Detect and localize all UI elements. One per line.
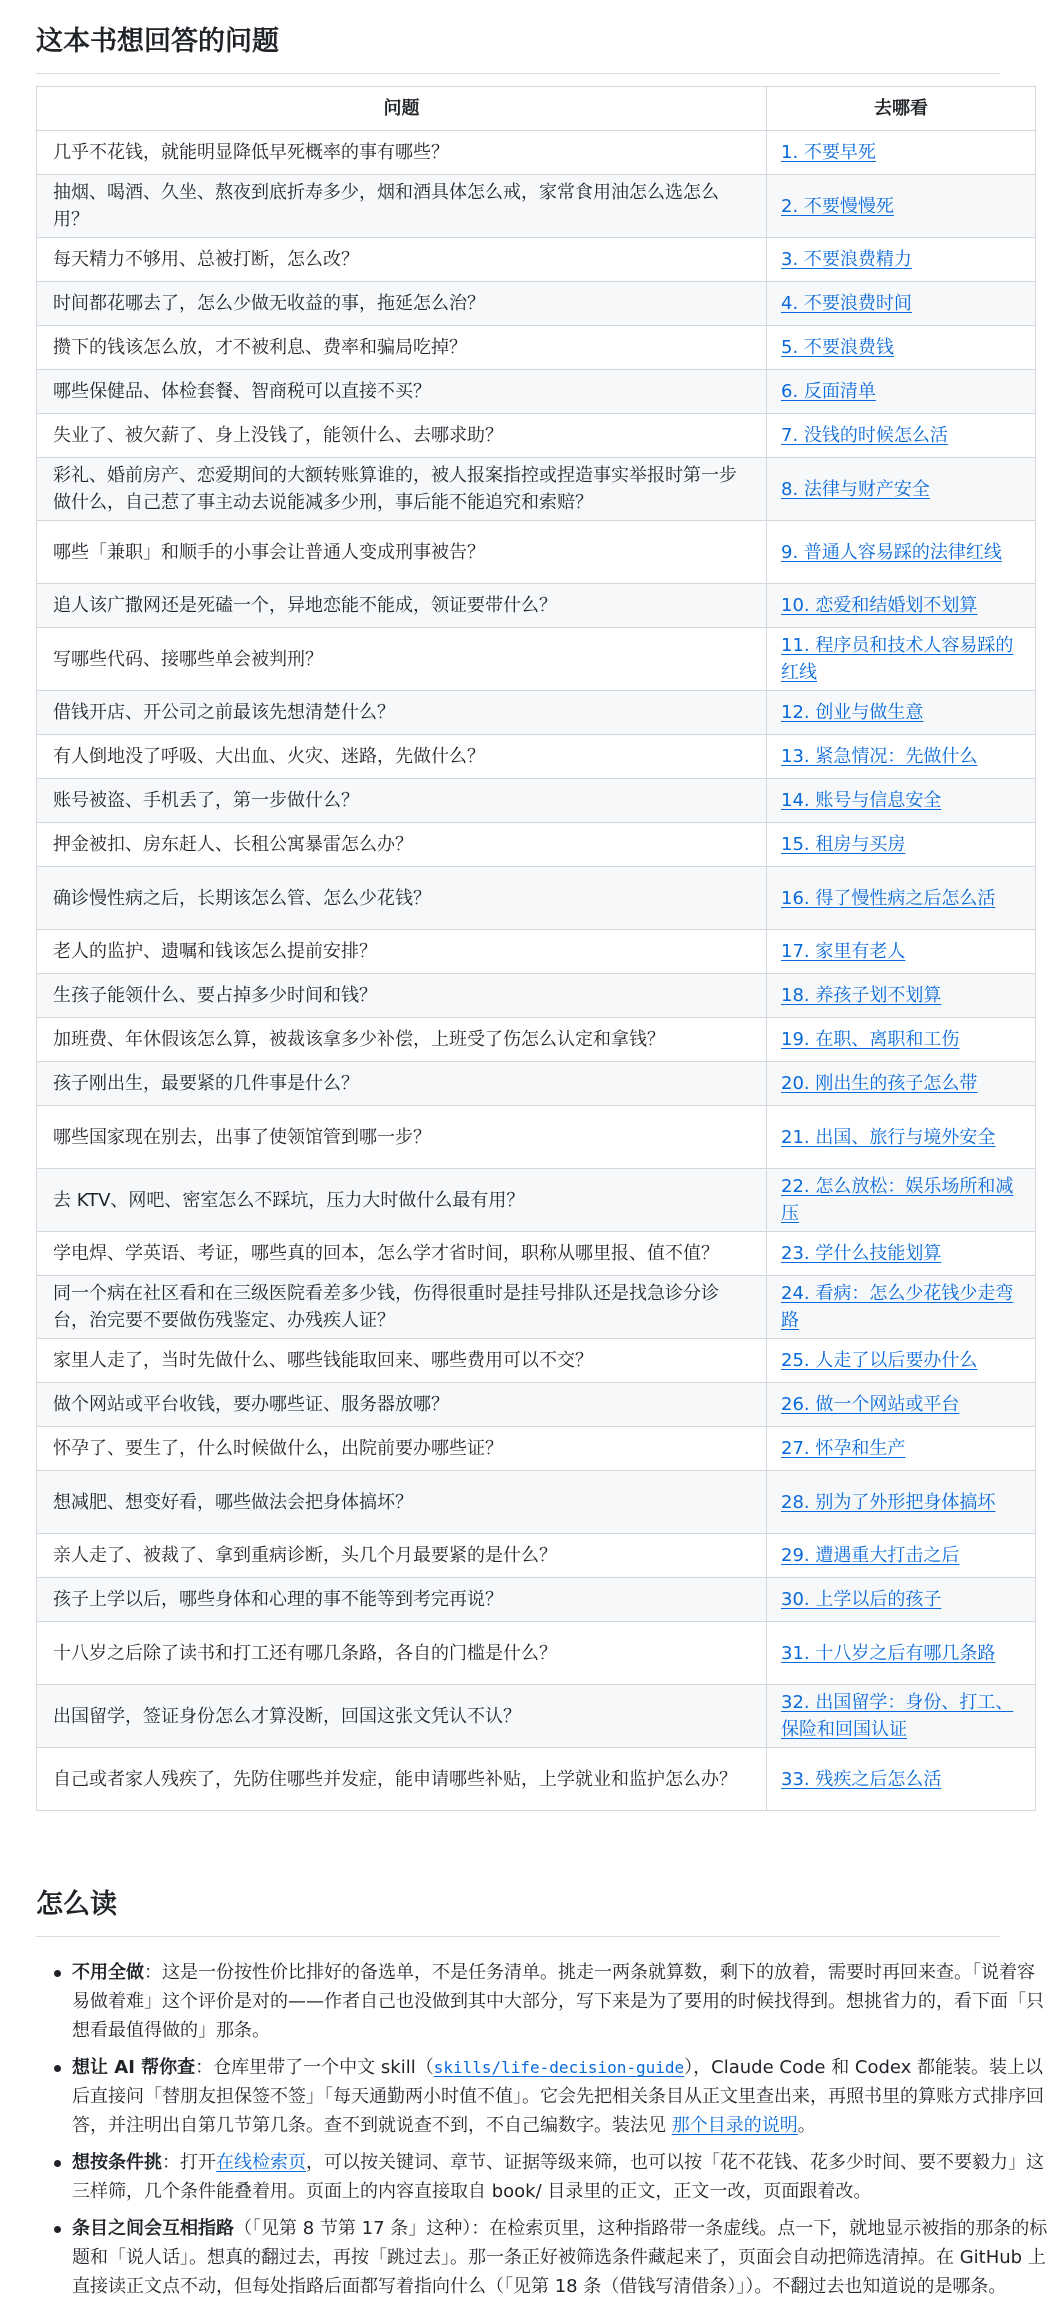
questions-section-title: 这本书想回答的问题: [36, 22, 1000, 74]
chapter-link[interactable]: 27. 怀孕和生产: [781, 1438, 906, 1459]
table-row: [37, 1106, 1036, 1169]
item-text: ：打开: [162, 2152, 216, 2173]
question-cell: 失业了、被欠薪了、身上没钱了，能领什么、去哪求助？: [37, 414, 767, 458]
where-cell: [767, 131, 1036, 175]
where-cell: [767, 414, 1036, 458]
where-cell: [767, 1578, 1036, 1622]
chapter-link[interactable]: 33. 残疾之后怎么活: [781, 1768, 942, 1790]
table-row: [37, 735, 1036, 779]
table-row: [37, 370, 1036, 414]
chapter-link[interactable]: 11. 程序员和技术人容易踩的红线: [781, 635, 1014, 683]
question-cell: 彩礼、婚前房产、恋爱期间的大额转账算谁的，被人报案指控或捏造事实举报时第一步做什么，自己惹了事主动去说能减多少刑，事后能不能追究和索赔？: [37, 458, 767, 521]
question-cell: 加班费、年休假该怎么算，被裁该拿多少补偿，上班受了伤怎么认定和拿钱？: [37, 1018, 767, 1062]
chapter-link[interactable]: 21. 出国、旅行与境外安全: [781, 1126, 996, 1148]
chapter-link[interactable]: 19. 在职、离职和工伤: [781, 1029, 960, 1050]
question-cell: 确诊慢性病之后，长期该怎么管、怎么少花钱？: [37, 867, 767, 930]
question-cell: 哪些「兼职」和顺手的小事会让普通人变成刑事被告？: [37, 521, 767, 584]
table-row: [37, 1018, 1036, 1062]
chapter-link[interactable]: 7. 没钱的时候怎么活: [781, 425, 948, 446]
chapter-link[interactable]: 8. 法律与财产安全: [781, 478, 930, 500]
where-cell: [767, 1685, 1036, 1748]
where-cell: [767, 930, 1036, 974]
chapter-link[interactable]: 13. 紧急情况：先做什么: [781, 746, 978, 767]
question-cell: 老人的监护、遗嘱和钱该怎么提前安排？: [37, 930, 767, 974]
where-cell: [767, 691, 1036, 735]
where-cell: [767, 1748, 1036, 1811]
table-row: [37, 691, 1036, 735]
table-row: [37, 458, 1036, 521]
where-cell: [767, 1018, 1036, 1062]
where-cell: [767, 823, 1036, 867]
question-cell: 押金被扣、房东赶人、长租公寓暴雷怎么办？: [37, 823, 767, 867]
item-bold-label: 想按条件挑: [72, 2152, 162, 2173]
directory-readme-link[interactable]: 那个目录的说明: [671, 2115, 798, 2136]
table-row: [37, 1276, 1036, 1339]
chapter-link[interactable]: 10. 恋爱和结婚划不划算: [781, 595, 978, 616]
table-row: [37, 930, 1036, 974]
question-cell: 怀孕了、要生了，什么时候做什么，出院前要办哪些证？: [37, 1427, 767, 1471]
question-cell: 追人该广撒网还是死磕一个，异地恋能不能成，领证要带什么？: [37, 584, 767, 628]
chapter-link[interactable]: 14. 账号与信息安全: [781, 790, 942, 811]
chapter-link[interactable]: 2. 不要慢慢死: [781, 195, 894, 217]
table-row: [37, 131, 1036, 175]
list-item: [52, 2053, 1052, 2140]
column-header-where: 去哪看: [767, 87, 1036, 131]
question-cell: 想减肥、想变好看，哪些做法会把身体搞坏？: [37, 1471, 767, 1534]
chapter-link[interactable]: 17. 家里有老人: [781, 941, 906, 962]
table-row: [37, 175, 1036, 238]
question-cell: 同一个病在社区看和在三级医院看差多少钱，伤得很重时是挂号排队还是找急诊分诊台，治完要不要做伤残鉴定、办残疾人证？: [37, 1276, 767, 1339]
chapter-link[interactable]: 3. 不要浪费精力: [781, 249, 912, 270]
question-cell: 攒下的钱该怎么放，才不被利息、费率和骗局吃掉？: [37, 326, 767, 370]
item-text: ），Claude Code 和 Codex 都能装。装上以后直接问「替朋友担保签不签」「每天通勤两小时值不值」。它会先把相关条目从正文里查出来，再照书里的算账方式排序回答，并注明出自第几节第几条。查不到就说查不到，不自己编数字。装法见: [72, 2057, 1044, 2136]
question-cell: 自己或者家人残疾了，先防住哪些并发症，能申请哪些补贴，上学就业和监护怎么办？: [37, 1748, 767, 1811]
table-row: [37, 1622, 1036, 1685]
chapter-link[interactable]: 32. 出国留学：身份、打工、保险和回国认证: [781, 1692, 1014, 1740]
list-item: [52, 2214, 1052, 2301]
question-cell: 十八岁之后除了读书和打工还有哪几条路，各自的门槛是什么？: [37, 1622, 767, 1685]
where-cell: [767, 1622, 1036, 1685]
chapter-link[interactable]: 29. 遭遇重大打击之后: [781, 1545, 960, 1566]
table-row: [37, 867, 1036, 930]
where-cell: [767, 1383, 1036, 1427]
table-row: [37, 628, 1036, 691]
chapter-link[interactable]: 18. 养孩子划不划算: [781, 985, 942, 1006]
howto-list: [52, 1958, 1052, 2309]
skill-path-link[interactable]: [434, 2057, 684, 2078]
where-cell: [767, 779, 1036, 823]
readme-content: [36, 0, 1048, 2297]
table-row: [37, 1339, 1036, 1383]
table-row: [37, 414, 1036, 458]
question-cell: 抽烟、喝酒、久坐、熬夜到底折寿多少，烟和酒具体怎么戒，家常食用油怎么选怎么用？: [37, 175, 767, 238]
item-text: 。: [797, 2115, 816, 2136]
chapter-link[interactable]: 24. 看病：怎么少花钱少走弯路: [781, 1283, 1014, 1331]
chapter-link[interactable]: 31. 十八岁之后有哪几条路: [781, 1642, 996, 1664]
question-cell: 亲人走了、被裁了、拿到重病诊断，头几个月最要紧的是什么？: [37, 1534, 767, 1578]
question-cell: 去 KTV、网吧、密室怎么不踩坑，压力大时做什么最有用？: [37, 1169, 767, 1232]
where-cell: [767, 584, 1036, 628]
item-bold-label: 不用全做: [72, 1962, 144, 1983]
table-row: [37, 1534, 1036, 1578]
where-cell: [767, 1232, 1036, 1276]
skill-path-code: skills/life-decision-guide: [433, 2058, 685, 2077]
column-header-question: 问题: [37, 87, 767, 131]
table-row: [37, 779, 1036, 823]
chapter-link[interactable]: 9. 普通人容易踩的法律红线: [781, 541, 1002, 563]
where-cell: [767, 1062, 1036, 1106]
chapter-link[interactable]: 1. 不要早死: [781, 142, 876, 163]
question-cell: 写哪些代码、接哪些单会被判刑？: [37, 628, 767, 691]
item-bold-label: 想让 AI 帮你查: [72, 2057, 196, 2078]
where-cell: [767, 628, 1036, 691]
question-cell: 做个网站或平台收钱，要办哪些证、服务器放哪？: [37, 1383, 767, 1427]
table-row: [37, 1748, 1036, 1811]
question-cell: 生孩子能领什么、要占掉多少时间和钱？: [37, 974, 767, 1018]
table-row: [37, 823, 1036, 867]
where-cell: [767, 1276, 1036, 1339]
where-cell: [767, 370, 1036, 414]
table-row: [37, 1169, 1036, 1232]
question-cell: 家里人走了，当时先做什么、哪些钱能取回来、哪些费用可以不交？: [37, 1339, 767, 1383]
table-row: [37, 584, 1036, 628]
question-cell: 有人倒地没了呼吸、大出血、火灾、迷路，先做什么？: [37, 735, 767, 779]
chapter-link[interactable]: 25. 人走了以后要办什么: [781, 1350, 978, 1371]
table-row: [37, 1578, 1036, 1622]
chapter-link[interactable]: 15. 租房与买房: [781, 834, 906, 855]
item-bold-label: 条目之间会互相指路: [72, 2218, 234, 2239]
online-search-link[interactable]: 在线检索页: [216, 2152, 306, 2173]
question-cell: 学电焊、学英语、考证，哪些真的回本，怎么学才省时间，职称从哪里报、值不值？: [37, 1232, 767, 1276]
where-cell: [767, 1534, 1036, 1578]
list-item: [52, 2148, 1052, 2206]
question-cell: 借钱开店、开公司之前最该先想清楚什么？: [37, 691, 767, 735]
question-cell: 孩子刚出生，最要紧的几件事是什么？: [37, 1062, 767, 1106]
table-row: [37, 1427, 1036, 1471]
item-text: ：这是一份按性价比排好的备选单，不是任务清单。挑走一两条就算数，剩下的放着，需要时再回来查。「说着容易做着难」这个评价是对的——作者自己也没做到其中大部分，写下来是为了要用的时候找得到。想挑省力的，看下面「只想看最值得做的」那条。: [72, 1962, 1044, 2041]
questions-table-body: [37, 131, 1036, 1811]
question-cell: 孩子上学以后，哪些身体和心理的事不能等到考完再说？: [37, 1578, 767, 1622]
question-cell: 时间都花哪去了，怎么少做无收益的事，拖延怎么治？: [37, 282, 767, 326]
howto-section-title: 怎么读: [36, 1885, 1000, 1937]
where-cell: [767, 238, 1036, 282]
table-row: [37, 1685, 1036, 1748]
item-text: （「见第 8 节第 17 条」这种）：在检索页里，这种指路带一条虚线。点一下，就地显示被指的那条的标题和「说人话」。想真的翻过去，再按「跳过去」。那一条正好被筛选条件藏起来了，页面会自动把筛选清掉。在 GitHub 上直接读正文点不动，但每处指路后面都写着指向什么（「见第 18 条（借钱写清借条）」）。不翻过去也知道说的是哪条。: [72, 2218, 1048, 2297]
where-cell: [767, 1106, 1036, 1169]
table-row: [37, 282, 1036, 326]
where-cell: [767, 1339, 1036, 1383]
chapter-link[interactable]: 26. 做一个网站或平台: [781, 1394, 960, 1415]
chapter-link[interactable]: 5. 不要浪费钱: [781, 337, 894, 358]
list-item: [52, 1958, 1052, 2045]
where-cell: [767, 521, 1036, 584]
chapter-link[interactable]: 6. 反面清单: [781, 381, 876, 402]
chapter-link[interactable]: 4. 不要浪费时间: [781, 293, 912, 314]
table-row: [37, 521, 1036, 584]
question-cell: 账号被盗、手机丢了，第一步做什么？: [37, 779, 767, 823]
chapter-link[interactable]: 30. 上学以后的孩子: [781, 1589, 942, 1610]
question-cell: 哪些保健品、体检套餐、智商税可以直接不买？: [37, 370, 767, 414]
table-row: [37, 326, 1036, 370]
chapter-link[interactable]: 20. 刚出生的孩子怎么带: [781, 1073, 978, 1094]
table-row: [37, 1471, 1036, 1534]
where-cell: [767, 735, 1036, 779]
item-text: ：仓库里带了一个中文 skill（: [195, 2057, 434, 2078]
table-row: [37, 1062, 1036, 1106]
table-row: [37, 1383, 1036, 1427]
item-text: ，可以按关键词、章节、证据等级来筛，也可以按「花不花钱、花多少时间、要不要毅力」这三样筛，几个条件能叠着用。页面上的内容直接取自 book/ 目录里的正文，正文一改，页面跟着改。: [72, 2152, 1044, 2202]
table-row: [37, 1232, 1036, 1276]
questions-table: [36, 86, 1036, 1811]
table-row: [37, 974, 1036, 1018]
chapter-link[interactable]: 28. 别为了外形把身体搞坏: [781, 1491, 996, 1513]
chapter-link[interactable]: 23. 学什么技能划算: [781, 1243, 942, 1264]
where-cell: [767, 1427, 1036, 1471]
where-cell: [767, 1471, 1036, 1534]
table-header-row: [37, 87, 1036, 131]
where-cell: [767, 326, 1036, 370]
where-cell: [767, 974, 1036, 1018]
question-cell: 出国留学，签证身份怎么才算没断，回国这张文凭认不认？: [37, 1685, 767, 1748]
where-cell: [767, 282, 1036, 326]
where-cell: [767, 458, 1036, 521]
table-row: [37, 238, 1036, 282]
chapter-link[interactable]: 16. 得了慢性病之后怎么活: [781, 887, 996, 909]
question-cell: 哪些国家现在别去，出事了使领馆管到哪一步？: [37, 1106, 767, 1169]
question-cell: 每天精力不够用、总被打断，怎么改？: [37, 238, 767, 282]
question-cell: 几乎不花钱，就能明显降低早死概率的事有哪些？: [37, 131, 767, 175]
chapter-link[interactable]: 22. 怎么放松：娱乐场所和减压: [781, 1176, 1014, 1224]
where-cell: [767, 1169, 1036, 1232]
chapter-link[interactable]: 12. 创业与做生意: [781, 702, 924, 723]
where-cell: [767, 867, 1036, 930]
where-cell: [767, 175, 1036, 238]
